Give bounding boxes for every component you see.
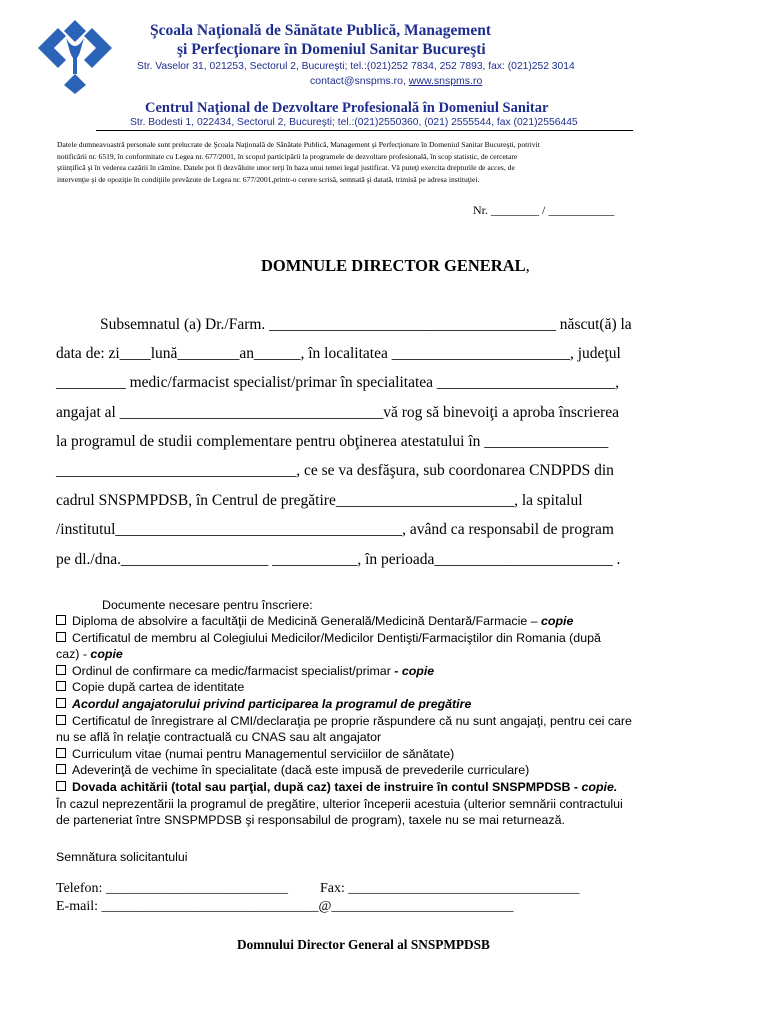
signature-label: Semnătura solicitantului xyxy=(56,850,188,864)
center-address: Str. Bodesti 1, 022434, Sectorul 2, Bucureşti; tel.:(021)2550360, (021) 2555544, fax (021)2556445 xyxy=(130,117,578,128)
refund-note: de parteneriat între SNSPMPDSB şi responsabilul de program), taxele nu se mai returnează. xyxy=(56,813,565,828)
doc-item-cmi: Certificatul de înregistrare al CMI/declaraţia pe proprie răspundere că nu sunt angajaţi, pentru cei care xyxy=(56,713,632,730)
doc-item-certificate-cont: caz) - copie xyxy=(56,647,123,662)
documents-heading: Documente necesare pentru înscriere: xyxy=(102,598,313,612)
checkbox-icon[interactable] xyxy=(56,665,66,675)
doc-item-payment: Dovada achitării (total sau parţial, după caz) taxei de instruire în contul SNSPMPDSB - copie. xyxy=(56,779,632,796)
contact-email: contact@snspms.ro xyxy=(310,75,403,87)
form-line: la programul de studii complementare pentru obţinerea atestatului în ________________ xyxy=(56,433,609,450)
form-line: data de: zi____lună________an______, în localitatea _______________________, judeţul xyxy=(56,345,621,362)
website-link[interactable]: www.snspms.ro xyxy=(408,75,483,87)
documents-list xyxy=(56,613,632,829)
checkbox-icon[interactable] xyxy=(56,681,66,691)
title-comma: , xyxy=(525,256,530,275)
contact-separator: , xyxy=(402,75,409,87)
privacy-line: ştiinţifică şi în vederea cazării în cămine. Datele pot fi dezvăluite unor terţi în baza unui temei legal justificat. Vă puteţi exercita drepturile de acces, de xyxy=(57,163,515,172)
doc-item-diploma: Diploma de absolvire a facultăţii de Medicină Generală/Medicină Dentară/Farmacie – copie xyxy=(56,613,632,630)
privacy-notice xyxy=(57,139,540,185)
email-field[interactable]: E-mail: _______________________________@__________________________ xyxy=(56,899,514,914)
form-line: pe dl./dna.___________________ ___________, în perioada_______________________ . xyxy=(56,551,621,568)
doc-item-cmi-cont: nu se află în relaţie contractuală cu CNAS sau alt angajator xyxy=(56,730,382,745)
title-text: DOMNULE DIRECTOR GENERAL xyxy=(261,256,526,275)
checkbox-icon[interactable] xyxy=(56,764,66,774)
doc-item-certificate: Certificatul de membru al Colegiului Medicilor/Medicilor Dentişti/Farmaciştilor din Romania (după xyxy=(56,630,632,647)
page-title xyxy=(261,256,530,276)
form-line: cadrul SNSPMPDSB, în Centrul de pregătire_______________________, la spitalul xyxy=(56,492,583,509)
header-divider xyxy=(96,130,633,131)
institution-name-line1: Şcoala Naţională de Sănătate Publică, Management xyxy=(150,22,491,39)
doc-item-id-copy: Copie după cartea de identitate xyxy=(56,679,632,696)
form-line: _________ medic/farmacist specialist/primar în specialitatea _______________________, xyxy=(56,374,620,391)
center-name: Centrul Naţional de Dezvoltare Profesională în Domeniul Sanitar xyxy=(145,100,549,116)
checkbox-icon[interactable] xyxy=(56,698,66,708)
form-line: _______________________________, ce se va desfăşura, sub coordonarea CNDPDS din xyxy=(56,462,614,479)
doc-item-employer-agreement: Acordul angajatorului privind participarea la programul de pregătire xyxy=(56,696,632,713)
form-line: /institutul_____________________________________, având ca responsabil de program xyxy=(56,521,614,538)
privacy-line: notificării nr. 6519, în conformitate cu Legea nr. 677/2001, în scopul participării la programele de dezvoltare profesională, în scop statistic, de cercetare xyxy=(57,151,518,161)
checkbox-icon[interactable] xyxy=(56,781,66,791)
checkbox-icon[interactable] xyxy=(56,632,66,642)
checkbox-icon[interactable] xyxy=(56,715,66,725)
footer-addressee: Domnului Director General al SNSPMPDSB xyxy=(237,937,490,952)
institution-contact xyxy=(310,75,482,87)
form-line: Subsemnatul (a) Dr./Farm. _____________________________________ născut(ă) la xyxy=(100,316,632,333)
doc-item-cv: Curriculum vitae (numai pentru Managementul serviciilor de sănătate) xyxy=(56,746,632,763)
institution-logo-icon xyxy=(32,16,118,96)
refund-note: În cazul neprezentării la programul de pregătire, ulterior începerii acestuia (ulterior semnării contractului xyxy=(56,796,623,811)
registration-number: Nr. ________ / ___________ xyxy=(473,203,615,217)
checkbox-icon[interactable] xyxy=(56,748,66,758)
doc-item-order: Ordinul de confirmare ca medic/farmacist specialist/primar - copie xyxy=(56,663,632,680)
privacy-line: Datele dumneavoastră personale sunt prelucrate de Şcoala Naţională de Sănătate Publică, Management şi Perfecţionare în Domeniul Sanitar Bucureşti, potrivit xyxy=(57,140,540,149)
institution-name-line2: şi Perfecţionare în Domeniul Sanitar Bucureşti xyxy=(177,41,486,58)
institution-address: Str. Vaselor 31, 021253, Sectorul 2, Bucureşti; tel.:(021)252 7834, 252 7893, fax: (021)252 3014 xyxy=(137,61,575,72)
form-line: angajat al __________________________________vă rog să binevoiţi a aproba înscrierea xyxy=(56,404,620,421)
privacy-line: intervenţie şi de opoziţie în condiţiile prevăzute de Legea nr. 677/2001,printr-o cerere scrisă, semnată şi datată, trimisă pe adresa instituţiei. xyxy=(57,174,480,184)
fax-field[interactable]: Fax: _________________________________ xyxy=(320,881,580,896)
phone-field[interactable]: Telefon: __________________________ xyxy=(56,881,288,896)
doc-item-seniority: Adeverinţă de vechime în specialitate (dacă este impusă de prevederile curriculare) xyxy=(56,762,632,779)
checkbox-icon[interactable] xyxy=(56,615,66,625)
